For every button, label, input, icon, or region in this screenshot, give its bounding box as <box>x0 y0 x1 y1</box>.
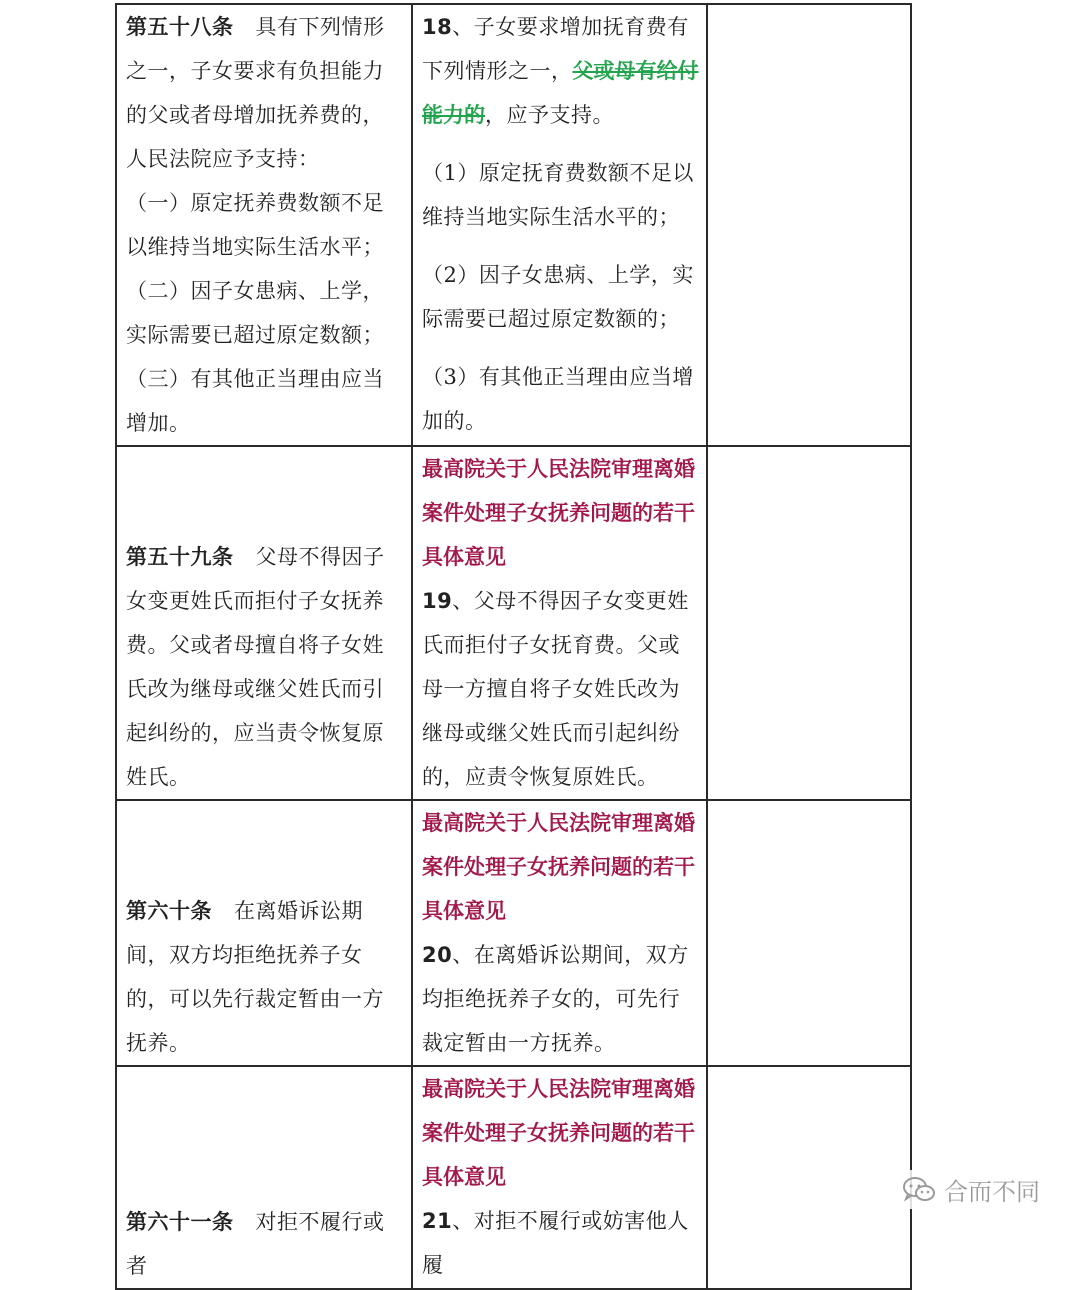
rule-number: 19 <box>422 589 453 613</box>
rule-text <box>422 1199 700 1287</box>
table-row <box>116 800 911 1066</box>
comparison-table <box>115 3 912 1290</box>
rule-text <box>422 933 700 1065</box>
rule-body: 、在离婚诉讼期间，双方均拒绝抚养子女的，可先行裁定暂由一方抚养。 <box>422 943 689 1055</box>
article-number: 第六十条 <box>126 899 212 923</box>
article-intro: 具有下列情形之一，子女要求有负担能力的父或者母增加抚养费的，人民法院应予支持： <box>126 15 385 171</box>
rule-body: 、对拒不履行或妨害他人履 <box>422 1209 689 1277</box>
article-body: 在离婚诉讼期间，双方均拒绝抚养子女的，可以先行裁定暂由一方抚养。 <box>126 899 384 1055</box>
rule-number: 20 <box>422 943 453 967</box>
rule-text <box>422 5 700 137</box>
list-item: （一）原定抚养费数额不足以维持当地实际生活水平； <box>126 191 384 259</box>
rule-body: 、父母不得因子女变更姓氏而拒付子女抚育费。父或母一方擅自将子女姓氏改为继母或继父姓氏而引起纠纷的，应责令恢复原姓氏。 <box>422 589 689 789</box>
list-item: （二）因子女患病、上学，实际需要已超过原定数额； <box>126 279 384 347</box>
source-title: 最高院关于人民法院审理离婚案件处理子女抚养问题的若干具体意见 <box>422 811 695 923</box>
notes-cell <box>707 1066 911 1289</box>
article-body: 对拒不履行或者 <box>126 1210 385 1278</box>
civil-code-cell <box>116 800 412 1066</box>
watermark <box>898 1170 1044 1209</box>
article-text <box>126 1200 405 1288</box>
source-title: 最高院关于人民法院审理离婚案件处理子女抚养问题的若干具体意见 <box>422 1077 695 1189</box>
article-text <box>126 889 405 1065</box>
article-number: 第五十九条 <box>126 545 234 569</box>
rule-post: ，应予支持。 <box>485 103 614 127</box>
article-body: 父母不得因子女变更姓氏而拒付子女抚养费。父或者母擅自将子女姓氏改为继母或继父姓氏而引起纠纷的，应当责令恢复原姓氏。 <box>126 545 385 789</box>
list-item: （1）原定抚育费数额不足以维持当地实际生活水平的； <box>422 161 694 229</box>
old-rule-cell <box>412 1066 707 1289</box>
article-text <box>126 5 405 181</box>
notes-cell <box>707 4 911 446</box>
old-rule-cell <box>412 4 707 446</box>
notes-cell <box>707 446 911 800</box>
notes-cell <box>707 800 911 1066</box>
table-row <box>116 4 911 446</box>
list-item: （三）有其他正当理由应当增加。 <box>126 367 384 435</box>
civil-code-cell <box>116 446 412 800</box>
old-rule-cell <box>412 446 707 800</box>
rule-number: 21 <box>422 1209 453 1233</box>
list-item: （2）因子女患病、上学，实际需要已超过原定数额的； <box>422 263 694 331</box>
wechat-icon <box>902 1176 936 1204</box>
source-title: 最高院关于人民法院审理离婚案件处理子女抚养问题的若干具体意见 <box>422 457 695 569</box>
civil-code-cell <box>116 1066 412 1289</box>
deleted-text: 父或母有给付能力的 <box>422 59 699 127</box>
rule-number: 18 <box>422 15 453 39</box>
article-number: 第五十八条 <box>126 15 234 39</box>
rule-text <box>422 579 700 799</box>
old-rule-cell <box>412 800 707 1066</box>
list-item: （3）有其他正当理由应当增加的。 <box>422 365 694 433</box>
article-number: 第六十一条 <box>126 1210 234 1234</box>
watermark-text: 合而不同 <box>944 1178 1040 1206</box>
table-row <box>116 446 911 800</box>
rule-pre: 、子女要求增加抚育费有下列情形之一， <box>422 15 689 83</box>
table-row <box>116 1066 911 1289</box>
civil-code-cell <box>116 4 412 446</box>
article-text <box>126 535 405 799</box>
